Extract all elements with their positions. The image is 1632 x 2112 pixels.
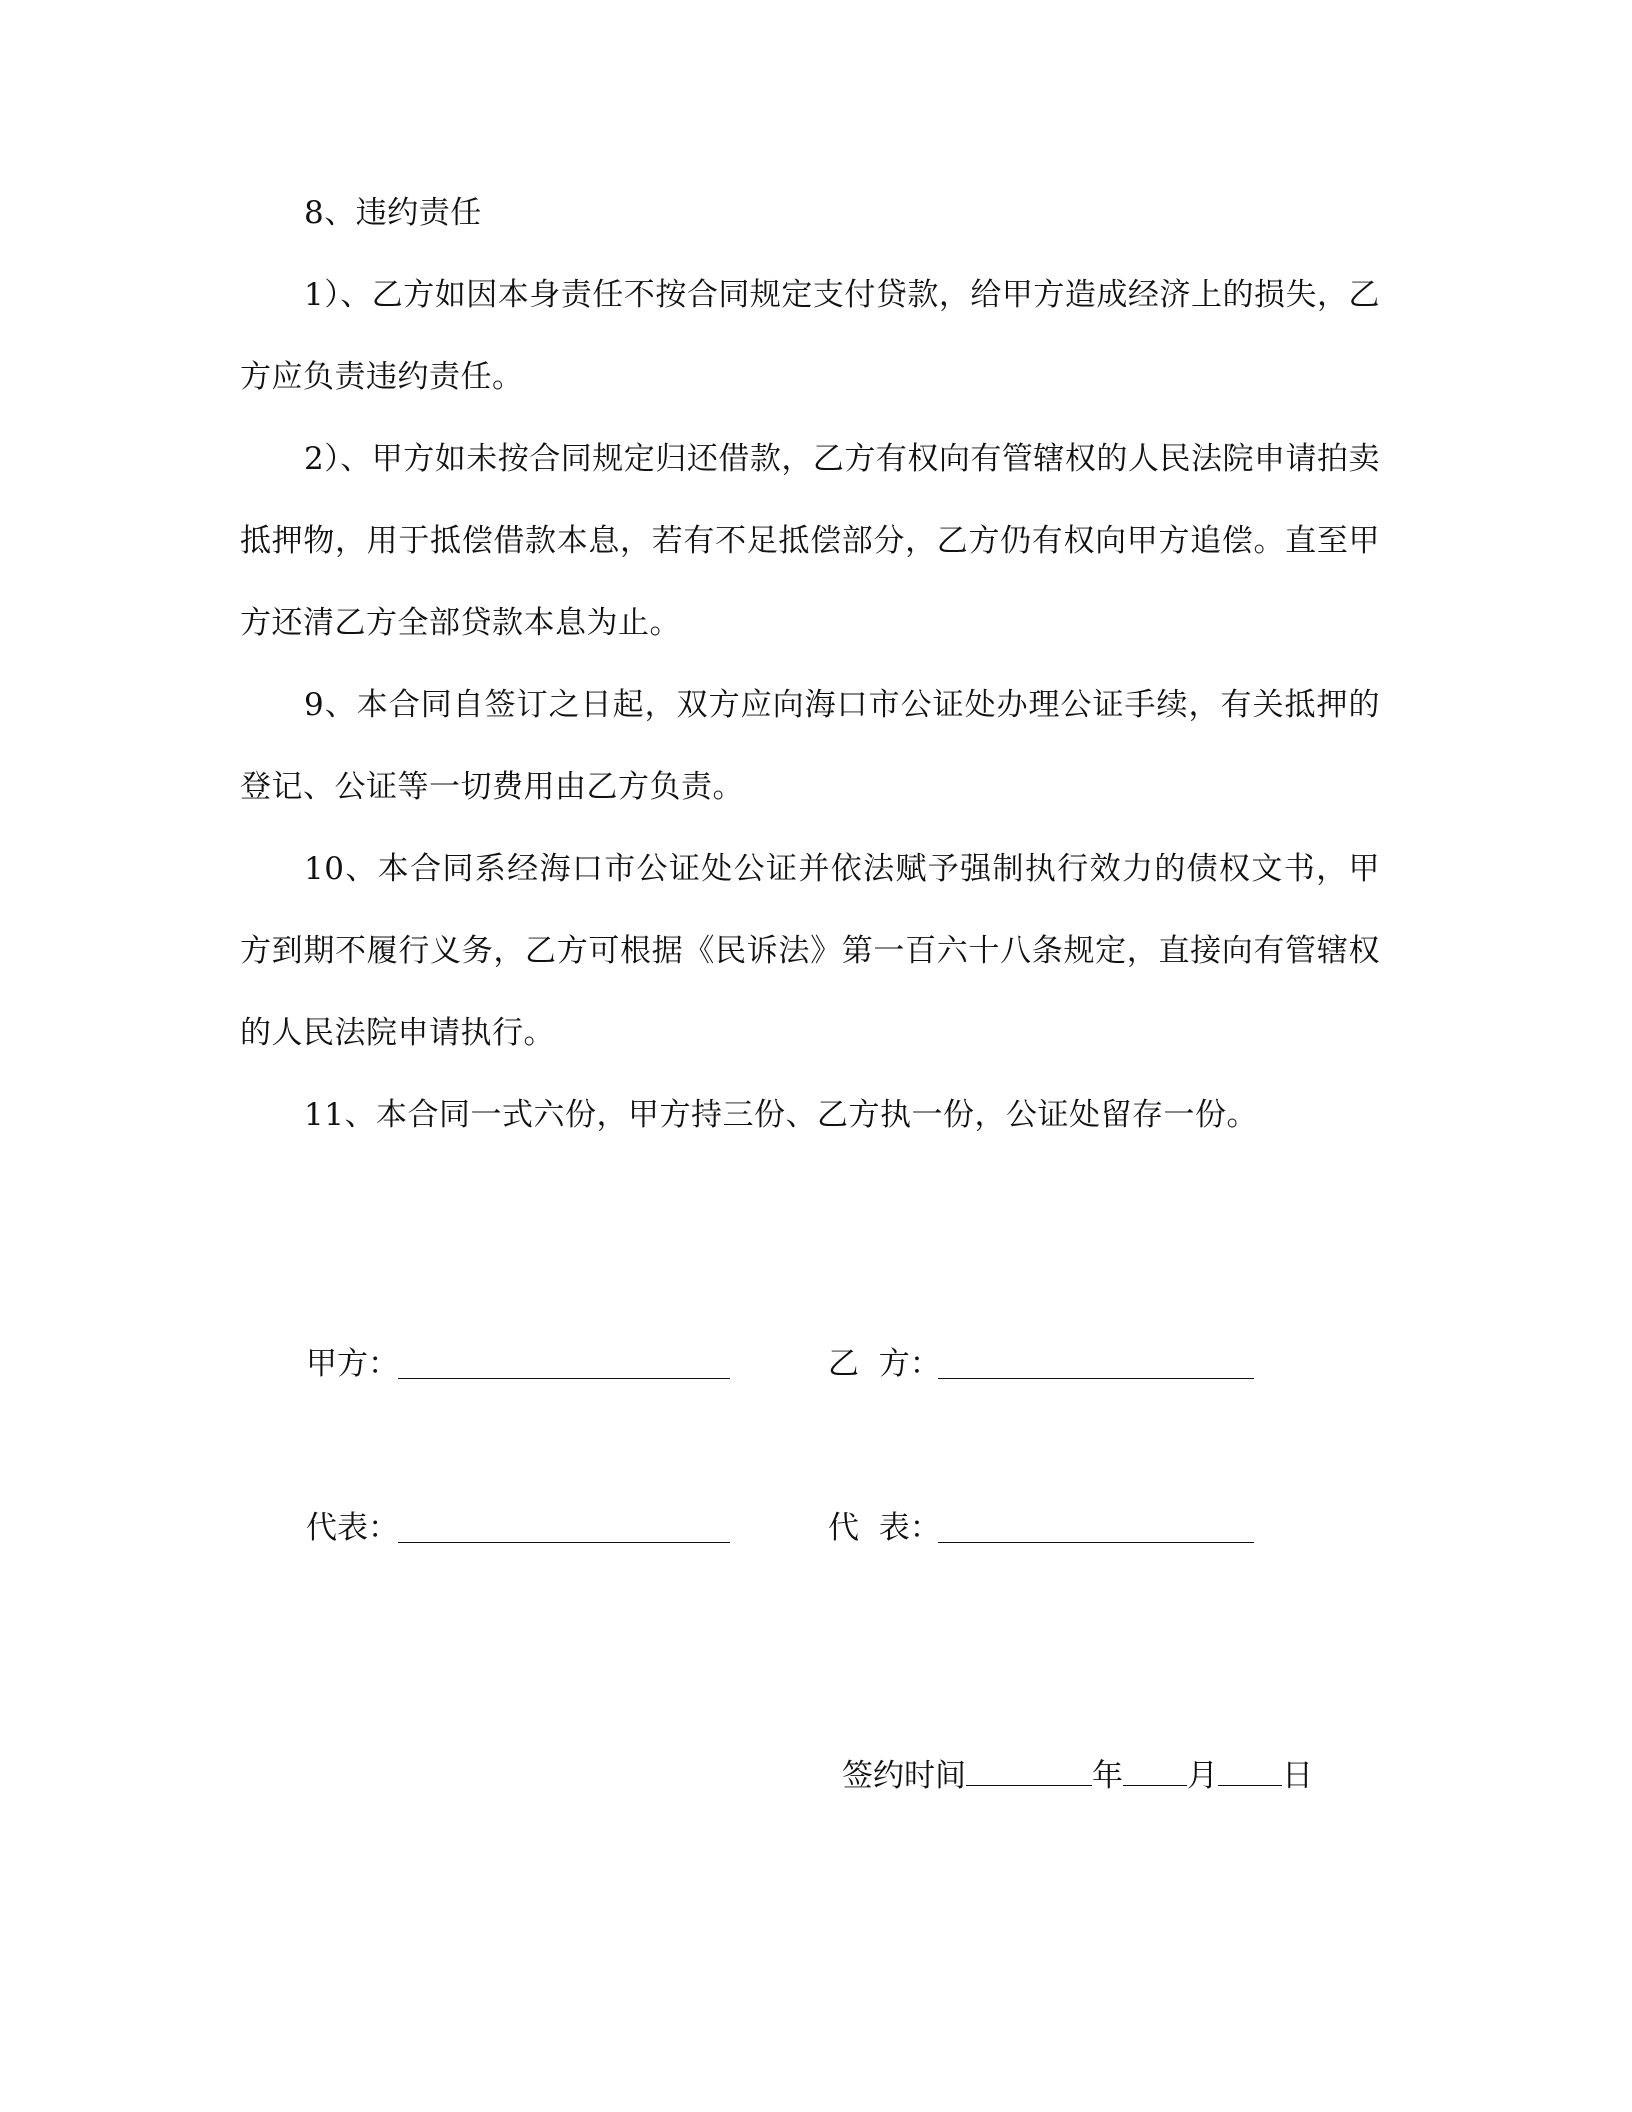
- day-blank: [1218, 1755, 1282, 1786]
- clause-8-item-2: 2）、甲方如未按合同规定归还借款，乙方有权向有管辖权的人民法院申请拍卖抵押物，用于抵偿借款本息，若有不足抵偿部分，乙方仍有权向甲方追偿。直至甲方还清乙方全部贷款本息为止。: [240, 441, 1380, 641]
- rep-b-signature-line: [938, 1542, 1254, 1543]
- clause-10: 10、本合同系经海口市公证处公证并依法赋予强制执行效力的债权文书，甲方到期不履行义务，乙方可根据《民诉法》第一百六十八条规定，直接向有管辖权的人民法院申请执行。: [240, 851, 1380, 1051]
- party-a-signature-line: [398, 1378, 730, 1379]
- party-b-signature-line: [938, 1378, 1254, 1379]
- representative-signature-row: [306, 1502, 1266, 1554]
- clause-11: 11、本合同一式六份，甲方持三份、乙方执一份，公证处留存一份。: [304, 1097, 1258, 1133]
- party-b-label: 乙 方：: [828, 1346, 941, 1382]
- signing-date-label: 签约时间: [842, 1758, 966, 1794]
- year-blank: [966, 1755, 1092, 1786]
- party-signature-row: [306, 1338, 1266, 1390]
- month-blank: [1123, 1755, 1187, 1786]
- rep-b-label: 代 表：: [828, 1510, 941, 1546]
- rep-a-label: 代表：: [306, 1510, 399, 1546]
- contract-body: [240, 172, 1380, 1156]
- clause-9: 9、本合同自签订之日起，双方应向海口市公证处办理公证手续，有关抵押的登记、公证等一切费用由乙方负责。: [240, 687, 1380, 805]
- clause-8-item-1: 1）、乙方如因本身责任不按合同规定支付贷款，给甲方造成经济上的损失，乙方应负责违约责任。: [240, 277, 1380, 395]
- month-label: 月: [1187, 1758, 1218, 1794]
- clause-8-heading: 8、违约责任: [304, 195, 482, 231]
- year-label: 年: [1092, 1758, 1123, 1794]
- party-a-label: 甲方：: [306, 1346, 399, 1382]
- signing-date-row: [842, 1750, 1313, 1802]
- day-label: 日: [1282, 1758, 1313, 1794]
- rep-a-signature-line: [398, 1542, 730, 1543]
